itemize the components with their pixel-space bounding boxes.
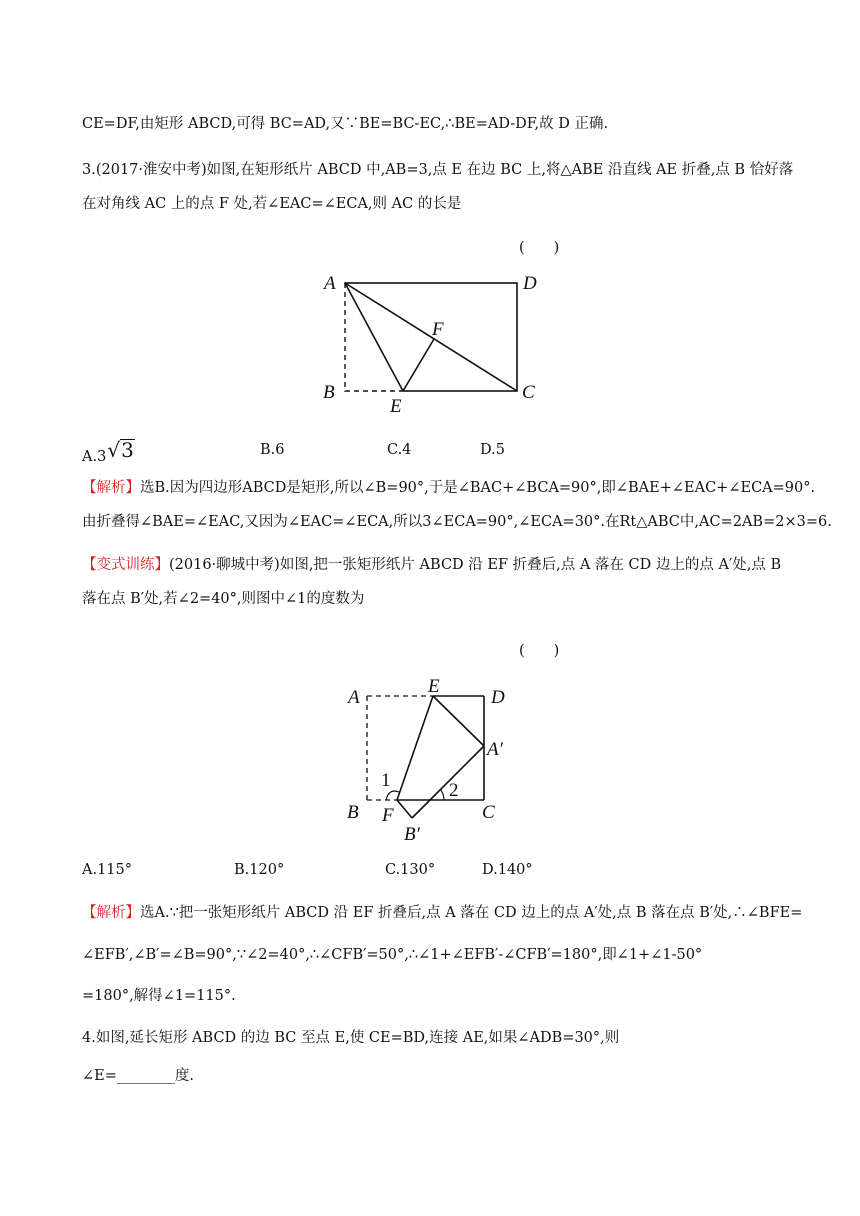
analysis-variant-line-2: ∠EFB′,∠B′=∠B=90°,∵∠2=40°,∴∠CFB′=50°,∴∠1+∠EFB′-∠CFB′=180°,即∠1+∠1-50° [82, 947, 703, 963]
label-c: C [482, 802, 495, 823]
answer-parenthesis-1: ( ) [519, 240, 560, 256]
sqrt-radicand: 3 [121, 438, 134, 462]
segment-a-prime-b-prime [412, 746, 484, 818]
label-a: A [324, 273, 336, 294]
choice-b: B.120° [234, 862, 285, 878]
variant-training-line-1 [82, 555, 781, 575]
figure-rectangle-fold-1 [310, 264, 550, 414]
segment-ef [397, 696, 433, 800]
figure-rectangle-fold-2 [340, 676, 530, 846]
choice-c: C.4 [387, 442, 412, 458]
choices-variant [82, 862, 682, 886]
label-b: B [323, 382, 335, 403]
choice-a-prefix: A.3 [82, 449, 107, 465]
analysis-3-line-1 [82, 478, 815, 498]
choice-c: C.130° [385, 862, 436, 878]
label-e: E [428, 676, 440, 697]
analysis-variant-text-1: 选A.∵把一张矩形纸片 ABCD 沿 EF 折叠后,点 A 落在 CD 边上的点 A′处,点 B 落在点 B′处,∴∠BFE= [140, 905, 803, 921]
choice-d: D.5 [480, 442, 505, 458]
label-angle-2: 2 [449, 780, 459, 801]
label-b-prime: B′ [404, 824, 420, 845]
label-b: B [347, 802, 359, 823]
variant-training-line-2: 落在点 B′处,若∠2=40°,则图中∠1的度数为 [82, 591, 365, 607]
label-angle-1: 1 [381, 770, 391, 791]
label-f: F [432, 319, 444, 340]
segment-ae [345, 283, 403, 391]
choice-a: A.115° [82, 862, 133, 878]
segment-ef [403, 339, 434, 391]
choice-d: D.140° [482, 862, 533, 878]
segment-e-a-prime [433, 696, 484, 746]
variant-text-1: (2016·聊城中考)如图,把一张矩形纸片 ABCD 沿 EF 折叠后,点 A 落在 CD 边上的点 A′处,点 B [169, 557, 782, 573]
choices-question-3 [82, 436, 682, 465]
question-3-line-2: 在对角线 AC 上的点 F 处,若∠EAC=∠ECA,则 AC 的长是 [82, 196, 462, 212]
answer-parenthesis-2: ( ) [519, 643, 560, 659]
analysis-tag: 【解析】 [82, 905, 140, 921]
choice-a [82, 438, 135, 466]
sqrt-sign: √ [107, 438, 121, 462]
analysis-3-text-1: 选B.因为四边形ABCD是矩形,所以∠B=90°,于是∠BAC+∠BCA=90°,即∠BAE+∠EAC+∠ECA=90°. [140, 480, 816, 496]
label-f: F [382, 805, 394, 826]
diagonal-ac [345, 283, 517, 391]
analysis-variant-line-3: =180°,解得∠1=115°. [82, 988, 236, 1004]
label-a-prime: A′ [487, 739, 503, 760]
label-d: D [523, 273, 537, 294]
angle-2-arc [441, 790, 444, 800]
question-4-line-2: ∠E=________度. [82, 1068, 194, 1084]
analysis-3-line-2: 由折叠得∠BAE=∠EAC,又因为∠EAC=∠ECA,所以3∠ECA=90°,∠ECA=30°.在Rt△ABC中,AC=2AB=2×3=6. [82, 514, 832, 530]
segment-f-b-prime [397, 800, 412, 818]
label-c: C [522, 382, 535, 403]
analysis-tag: 【解析】 [82, 480, 140, 496]
label-e: E [390, 396, 402, 414]
variant-training-tag: 【变式训练】 [82, 557, 169, 573]
question-3-line-1: 3.(2017·淮安中考)如图,在矩形纸片 ABCD 中,AB=3,点 E 在边 BC 上,将△ABE 沿直线 AE 折叠,点 B 恰好落 [82, 162, 794, 178]
analysis-variant-line-1 [82, 903, 802, 923]
label-d: D [491, 687, 505, 708]
text-line-1: CE=DF,由矩形 ABCD,可得 BC=AD,又∵BE=BC-EC,∴BE=AD-DF,故 D 正确. [82, 116, 609, 132]
choice-b: B.6 [260, 442, 285, 458]
label-a: A [348, 687, 360, 708]
question-4-line-1: 4.如图,延长矩形 ABCD 的边 BC 至点 E,使 CE=BD,连接 AE,如果∠ADB=30°,则 [82, 1030, 620, 1046]
